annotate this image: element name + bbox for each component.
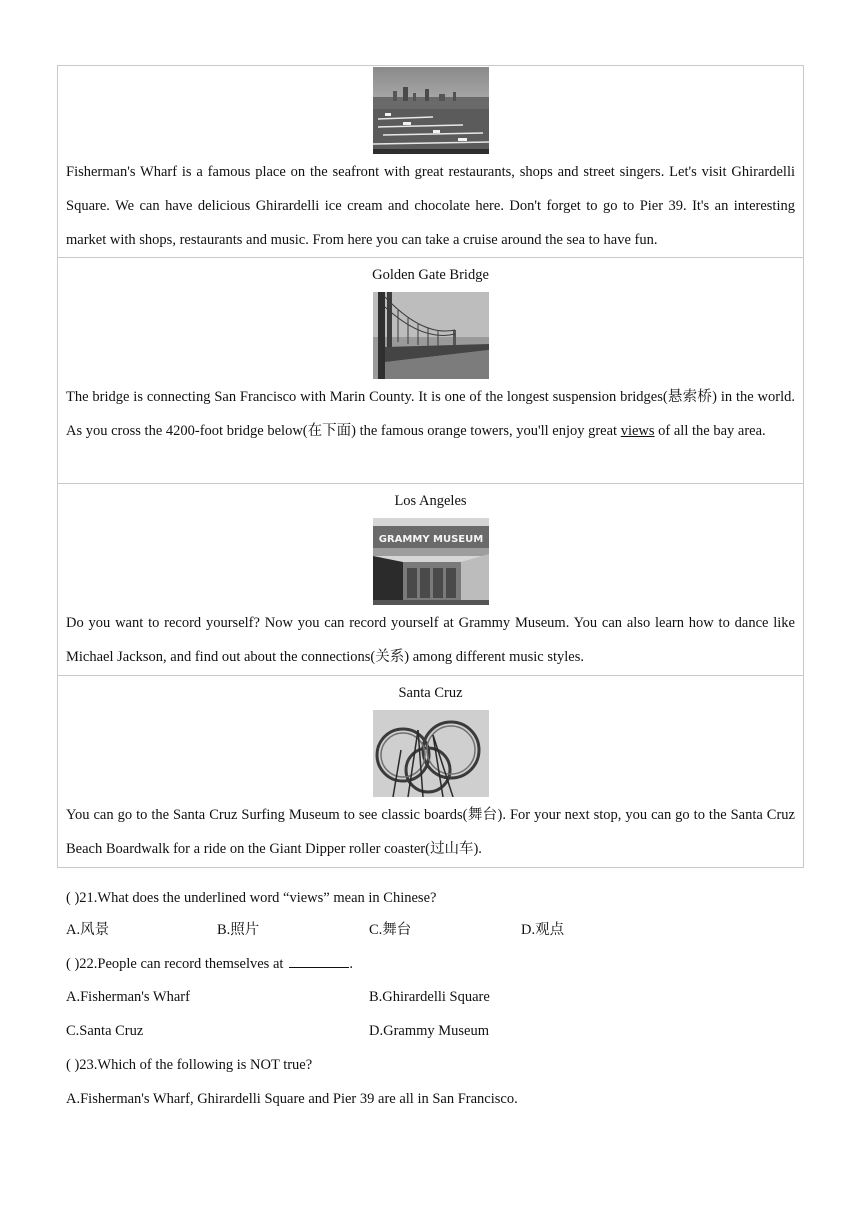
section-los-angeles (58, 484, 803, 676)
option-a: A.Fisherman's Wharf, Ghirardelli Square and Pier 39 are all in San Francisco. (66, 1091, 518, 1107)
section-fishermans-wharf (58, 66, 803, 258)
option-d: D.观点 (521, 922, 565, 938)
section-text: You can go to the Santa Cruz Surfing Museum to see classic boards(舞台). For your next stop, you can go to the Santa Cruz Beach Boardwalk for a ride on the Giant Dipper roller coaster(过山车). (66, 807, 795, 857)
museum-sign-text: GRAMMY MUSEUM (378, 534, 483, 545)
option-b: B.照片 (217, 922, 260, 938)
option-c: C.舞台 (369, 922, 412, 938)
section-santa-cruz (58, 676, 803, 868)
section-text: Fisherman's Wharf is a famous place on the seafront with great restaurants, shops and street singers. Let's visit Ghirardelli Square. We can have delicious Ghirardelli ice cream and chocolate here. Don't forget to go to Pier 39. It's an interesting market with shops, restaurants and music. From here you can take a cruise around the sea to have fun. (66, 164, 795, 248)
reading-table (57, 65, 804, 868)
section-title: Golden Gate Bridge (372, 267, 489, 283)
bridge-photo (373, 292, 489, 379)
option-c: C.Santa Cruz (66, 1023, 144, 1039)
section-text: Do you want to record yourself? Now you can record yourself at Grammy Museum. You can also learn how to dance like Michael Jackson, and find out about the connections(关系) among different music styles. (66, 615, 795, 665)
museum-photo (373, 518, 489, 605)
section-title: Santa Cruz (398, 685, 463, 701)
question-23: ( )23.Which of the following is NOT true? (66, 1057, 313, 1073)
question-21: ( )21.What does the underlined word “views” mean in Chinese? (66, 890, 437, 906)
underlined-word: views (620, 423, 655, 439)
answer-blank (289, 955, 349, 968)
question-22: ( )22.People can record themselves at . (66, 956, 354, 972)
section-golden-gate (58, 258, 803, 484)
option-d: D.Grammy Museum (369, 1023, 490, 1039)
option-a: A.风景 (66, 922, 110, 938)
section-title: Los Angeles (394, 493, 467, 509)
roller-coaster-photo (373, 710, 489, 797)
option-a: A.Fisherman's Wharf (66, 989, 190, 1005)
harbor-photo (373, 67, 489, 154)
option-b: B.Ghirardelli Square (369, 989, 490, 1005)
section-text: The bridge is connecting San Francisco with Marin County. It is one of the longest suspension bridges(悬索桥) in the world. As you cross the 4200-foot bridge below(在下面) the famous orange towers, you'll enjoy great views of all the bay area. (66, 389, 795, 439)
